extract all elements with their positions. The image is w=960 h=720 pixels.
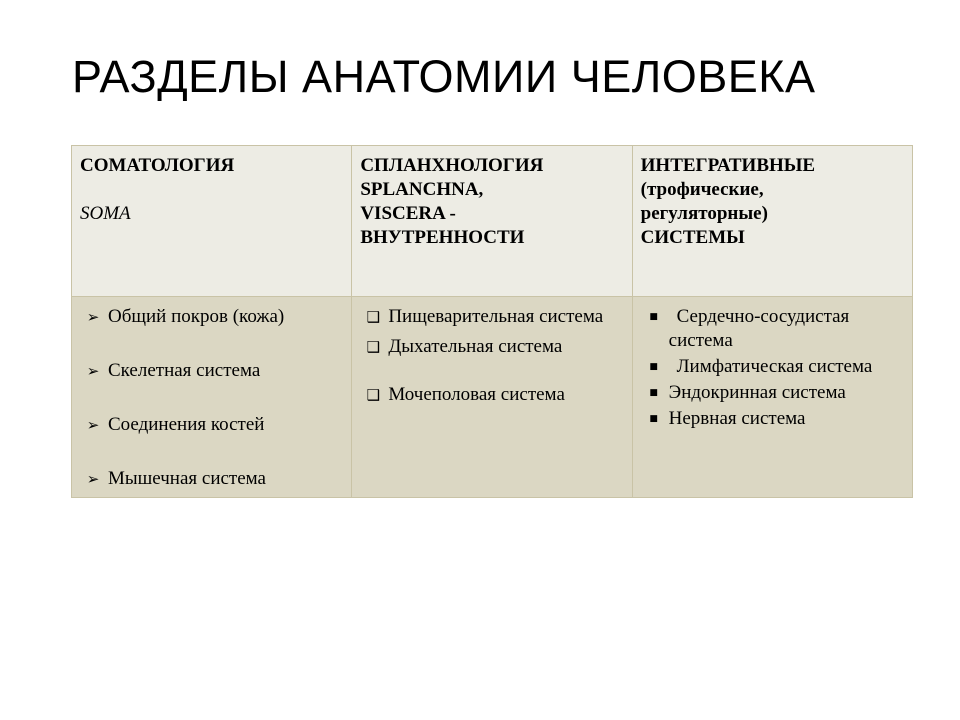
header-cell-integrative xyxy=(632,146,912,297)
checkbox-bullet-icon: ❑ xyxy=(366,386,381,404)
list-item-label: Сердечно-сосудистая система xyxy=(668,306,850,351)
header-line: ВНУТРЕННОСТИ xyxy=(360,227,525,248)
header-cell-somatology xyxy=(72,146,352,297)
square-bullet-icon: ■ xyxy=(649,312,658,322)
header-line: регуляторные) xyxy=(640,203,768,224)
header-row xyxy=(72,146,913,297)
latin-term: SOMA xyxy=(80,203,131,224)
header-line: СПЛАНХНОЛОГИЯ xyxy=(360,155,544,176)
arrow-bullet-icon: ➢ xyxy=(86,416,100,434)
list-item-label: Общий покров (кожа) xyxy=(108,306,285,327)
anatomy-sections-table xyxy=(71,145,913,498)
header-line: (трофические, xyxy=(640,179,764,200)
list-item-label: Нервная система xyxy=(668,408,806,429)
list-item xyxy=(360,335,623,359)
list-item xyxy=(360,383,623,407)
list-item-label: Мышечная система xyxy=(108,468,266,489)
header-cell-splanchnology xyxy=(352,146,632,297)
list-item-label: Скелетная система xyxy=(108,360,261,381)
square-bullet-icon: ■ xyxy=(649,388,658,398)
list-item-label: Пищеварительная система xyxy=(388,306,604,327)
header-line: СОМАТОЛОГИЯ xyxy=(80,155,235,176)
list-item xyxy=(80,413,343,437)
list-item-label: Дыхательная система xyxy=(388,336,563,357)
list-item-label: Соединения костей xyxy=(108,414,265,435)
checkbox-bullet-icon: ❑ xyxy=(366,308,381,326)
list-item xyxy=(641,305,904,353)
items-cell-integrative xyxy=(632,297,912,498)
items-cell-somatology xyxy=(72,297,352,498)
header-line: ИНТЕГРАТИВНЫЕ xyxy=(640,155,816,176)
list-item-label: Лимфатическая система xyxy=(676,356,873,377)
list-item xyxy=(641,407,904,431)
items-row xyxy=(72,297,913,498)
arrow-bullet-icon: ➢ xyxy=(86,308,100,326)
arrow-bullet-icon: ➢ xyxy=(86,470,100,488)
list-item xyxy=(641,355,904,379)
square-bullet-icon: ■ xyxy=(649,362,658,372)
square-bullet-icon: ■ xyxy=(649,414,658,424)
header-line: СИСТЕМЫ xyxy=(640,227,745,248)
header-line: VISCERA - xyxy=(360,203,456,224)
integrative-list xyxy=(641,305,904,431)
slide-title: РАЗДЕЛЫ АНАТОМИИ ЧЕЛОВЕКА xyxy=(72,51,816,102)
items-cell-splanchnology xyxy=(352,297,632,498)
list-item xyxy=(80,359,343,383)
arrow-bullet-icon: ➢ xyxy=(86,362,100,380)
splanchnology-list xyxy=(360,305,623,407)
checkbox-bullet-icon: ❑ xyxy=(366,338,381,356)
header-line: SPLANCHNA, xyxy=(360,179,484,200)
list-item xyxy=(80,467,343,491)
somatology-list xyxy=(80,305,343,491)
list-item-label: Эндокринная система xyxy=(668,382,846,403)
list-item xyxy=(360,305,623,329)
list-item-label: Мочеполовая система xyxy=(388,384,565,405)
list-item xyxy=(641,381,904,405)
list-item xyxy=(80,305,343,329)
